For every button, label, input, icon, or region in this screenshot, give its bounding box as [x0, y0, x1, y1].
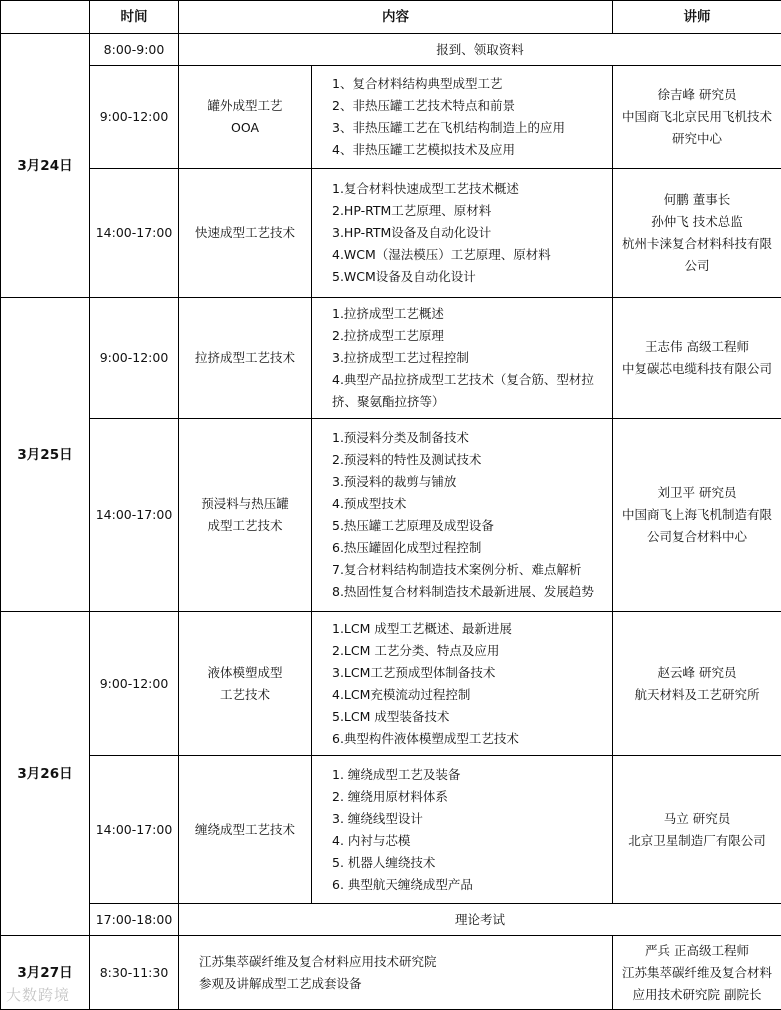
text-line: 2.HP-RTM工艺原理、原材料: [332, 203, 492, 218]
header-time: 时间: [90, 1, 179, 34]
text-line: 3.预浸料的裁剪与铺放: [332, 474, 457, 489]
content-cell: [312, 756, 613, 904]
text-line: 4.典型产品拉挤成型工艺技术（复合筋、型材拉: [332, 372, 594, 387]
lecturer-cell: [613, 419, 781, 612]
text-line: 罐外成型工艺: [207, 98, 283, 113]
text-line: 5.LCM 成型装备技术: [332, 708, 450, 724]
table-row: [1, 169, 781, 298]
text-line: 6.热压罐固化成型过程控制: [332, 540, 482, 555]
text-line: 8.热固性复合材料制造技术最新进展、发展趋势: [332, 584, 594, 599]
text-line: 3.LCM工艺预成型体制备技术: [332, 664, 496, 680]
lecturer-cell: [613, 936, 781, 1010]
text-line: 航天材料及工艺研究所: [634, 686, 760, 702]
date-cell: 3月27日: [1, 936, 90, 1010]
text-line: 徐吉峰 研究员: [657, 87, 737, 102]
text-line: 成型工艺技术: [207, 518, 283, 533]
table-row: [1, 904, 781, 936]
text-line: 公司: [684, 258, 710, 273]
time-cell: 8:30-11:30: [90, 936, 179, 1010]
date-cell: 3月24日: [1, 34, 90, 298]
text-line: 1.复合材料快速成型工艺技术概述: [332, 181, 519, 196]
lecturer-cell: [613, 169, 781, 298]
text-line: 北京卫星制造厂有限公司: [628, 832, 766, 848]
text-line: 赵云峰 研究员: [657, 664, 737, 680]
table-row: [1, 34, 781, 66]
text-line: 3.HP-RTM设备及自动化设计: [332, 225, 492, 240]
lecturer-cell: [613, 66, 781, 169]
text-line: OOA: [230, 120, 259, 135]
text-line: 6. 典型航天缠绕成型产品: [332, 876, 473, 892]
topic-cell: [179, 66, 312, 169]
table-row: [1, 936, 781, 1010]
text-line: 公司复合材料中心: [646, 529, 747, 544]
table-row: [1, 419, 781, 612]
lecturer-cell: [613, 298, 781, 419]
date-cell: 3月26日: [1, 612, 90, 936]
text-line: 快速成型工艺技术: [194, 225, 295, 240]
text-line: 马立 研究员: [663, 810, 731, 826]
text-line: 4、非热压罐工艺模拟技术及应用: [332, 142, 515, 157]
text-line: 缠绕成型工艺技术: [194, 821, 295, 837]
text-line: 1、复合材料结构典型成型工艺: [332, 76, 503, 91]
text-line: 工艺技术: [219, 686, 270, 702]
text-line: 1.LCM 成型工艺概述、最新进展: [332, 620, 512, 636]
text-line: 挤、聚氨酯拉挤等）: [332, 394, 445, 409]
text-line: 2.拉挤成型工艺原理: [332, 328, 444, 343]
time-cell: 8:00-9:00: [90, 34, 179, 66]
header-content: 内容: [179, 1, 613, 34]
watermark: 大数跨境: [6, 986, 71, 1004]
time-cell: 14:00-17:00: [90, 169, 179, 298]
time-cell: 9:00-12:00: [90, 298, 179, 419]
table-row: [1, 298, 781, 419]
text-line: 3.拉挤成型工艺过程控制: [332, 350, 469, 365]
text-line: 1.拉挤成型工艺概述: [332, 306, 444, 321]
text-line: 7.复合材料结构制造技术案例分析、难点解析: [332, 562, 582, 577]
text-line: 4.WCM（湿法模压）工艺原理、原材料: [332, 247, 551, 262]
text-line: 1. 缠绕成型工艺及装备: [332, 766, 461, 782]
time-cell: 9:00-12:00: [90, 612, 179, 756]
text-line: 4. 内衬与芯模: [332, 832, 411, 848]
text-line: 刘卫平 研究员: [657, 485, 737, 500]
topic-cell: [179, 612, 312, 756]
time-cell: 14:00-17:00: [90, 756, 179, 904]
text-line: 2. 缠绕用原材料体系: [332, 788, 448, 804]
text-line: 王志伟 高级工程师: [645, 339, 749, 354]
content-cell: [179, 936, 613, 1010]
text-line: 应用技术研究院 副院长: [632, 986, 762, 1002]
topic-cell: [179, 298, 312, 419]
text-line: 5.热压罐工艺原理及成型设备: [332, 518, 494, 533]
table-row: [1, 756, 781, 904]
text-line: 孙仲飞 技术总监: [651, 214, 743, 229]
text-line: 1.预浸料分类及制备技术: [332, 430, 469, 445]
text-line: 4.预成型技术: [332, 496, 407, 511]
header-lecturer: 讲师: [613, 1, 781, 34]
text-line: 中国商飞北京民用飞机技术: [621, 109, 772, 124]
lecturer-cell: [613, 612, 781, 756]
topic-cell: [179, 169, 312, 298]
text-line: 中国商飞上海飞机制造有限: [621, 507, 772, 522]
text-line: 液体模塑成型: [207, 664, 283, 680]
text-line: 江苏集萃碳纤维及复合材料应用技术研究院: [199, 953, 437, 969]
text-line: 2.LCM 工艺分类、特点及应用: [332, 642, 500, 658]
text-line: 2.预浸料的特性及测试技术: [332, 452, 482, 467]
merged-content-cell: 理论考试: [179, 904, 781, 936]
text-line: 5.WCM设备及自动化设计: [332, 269, 476, 284]
merged-content-cell: 报到、领取资料: [179, 34, 781, 66]
content-cell: [312, 298, 613, 419]
topic-cell: [179, 756, 312, 904]
text-line: 3、非热压罐工艺在飞机结构制造上的应用: [332, 120, 565, 135]
topic-cell: [179, 419, 312, 612]
text-line: 预浸料与热压罐: [201, 496, 289, 511]
content-cell: [312, 66, 613, 169]
table-row: [1, 66, 781, 169]
content-cell: [312, 419, 613, 612]
text-line: 严兵 正高级工程师: [645, 942, 749, 958]
text-line: 4.LCM充模流动过程控制: [332, 686, 471, 702]
text-line: 江苏集萃碳纤维及复合材料: [621, 964, 772, 980]
text-line: 研究中心: [671, 131, 722, 146]
time-cell: 14:00-17:00: [90, 419, 179, 612]
table-row: [1, 612, 781, 756]
time-cell: 9:00-12:00: [90, 66, 179, 169]
text-line: 拉挤成型工艺技术: [194, 350, 295, 365]
text-line: 5. 机器人缠绕技术: [332, 854, 436, 870]
time-cell: 17:00-18:00: [90, 904, 179, 936]
lecturer-cell: [613, 756, 781, 904]
header-date: [1, 1, 90, 34]
header-row: [1, 1, 781, 34]
content-cell: [312, 612, 613, 756]
text-line: 参观及讲解成型工艺成套设备: [199, 975, 362, 991]
text-line: 3. 缠绕线型设计: [332, 810, 423, 826]
date-cell: 3月25日: [1, 298, 90, 612]
text-line: 6.典型构件液体模塑成型工艺技术: [332, 730, 519, 746]
content-cell: [312, 169, 613, 298]
text-line: 何鹏 董事长: [663, 192, 731, 207]
text-line: 中复碳芯电缆科技有限公司: [621, 361, 772, 376]
text-line: 2、非热压罐工艺技术特点和前景: [332, 98, 515, 113]
text-line: 杭州卡涞复合材料科技有限: [621, 236, 772, 251]
